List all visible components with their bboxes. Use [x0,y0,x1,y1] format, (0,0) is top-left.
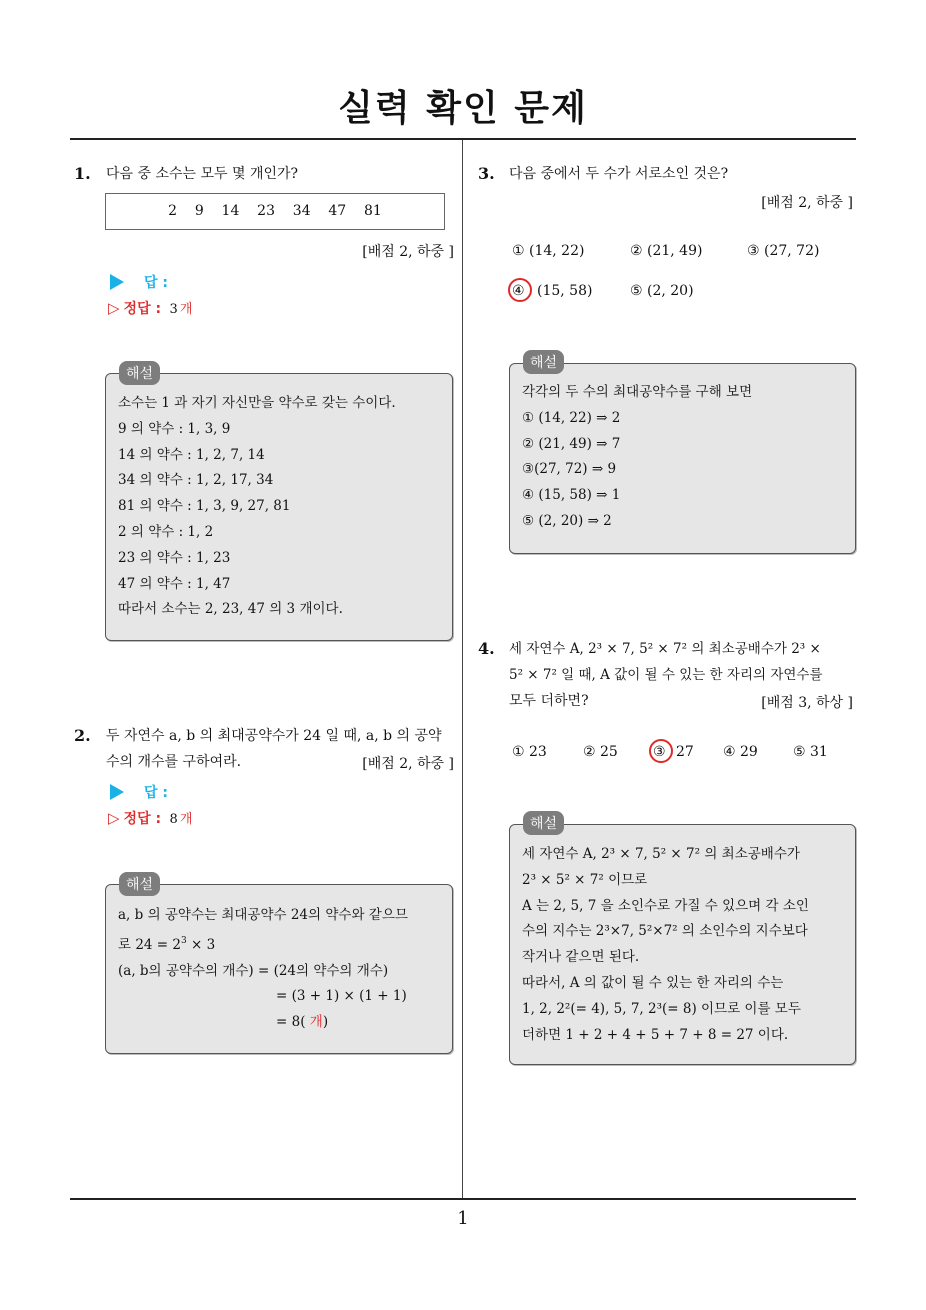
q2-line2: 수의 개수를 구하여라. [106,754,242,770]
q4-option-5[interactable]: ⑤ 31 [793,744,828,760]
q3-explanation-tag: 해설 [523,350,564,374]
q4-option-2[interactable]: ② 25 [583,744,618,760]
q2-correct-unit: 개 [179,812,193,827]
explanation-line: A 는 2, 5, 7 을 소인수로 가질 수 있으며 각 소인 [522,897,809,914]
explanation-line: 14 의 약수 : 1, 2, 7, 14 [118,446,265,463]
q4-score: [배점 3, 하상 ] [761,695,853,711]
q1-correct-value: 3 [169,302,178,317]
explanation-line: 81 의 약수 : 1, 3, 9, 27, 81 [118,498,291,515]
q4-number: 4. [478,639,495,658]
q4-option-4[interactable]: ④ 29 [723,744,758,760]
q2-score: [배점 2, 하중 ] [362,756,454,772]
q2-answer-label: 답 : [144,785,168,801]
q1-score: [배점 2, 하중 ] [362,244,454,260]
explanation-line: 더하면 1 + 2 + 4 + 5 + 7 + 8 = 27 이다. [522,1026,789,1043]
open-triangle-icon: ▷ [108,299,120,317]
eq-text: ) [322,1014,329,1031]
eq-unit-red: 개 [305,1014,323,1031]
q3-number: 3. [478,164,495,183]
q4-line2: 5² × 7² 일 때, A 값이 될 수 있는 한 자리의 자연수를 [509,667,823,683]
explanation-line: 세 자연수 A, 2³ × 7, 5² × 7² 의 최소공배수가 [522,846,800,862]
explanation-line: 따라서 소수는 2, 23, 47 의 3 개이다. [118,601,343,618]
q1-numbers: 2 9 14 23 34 47 81 [168,203,382,219]
q1-number: 1. [74,164,91,183]
q2-answer-row[interactable] [110,782,168,802]
explanation-line [118,929,408,959]
explanation-line: ⑤ (2, 20) ⇒ 2 [522,512,612,529]
explanation-line: 각각의 두 수의 최대공약수를 구해 보면 [522,384,753,400]
q2-line1: 두 자연수 a, b 의 최대공약수가 24 일 때, a, b 의 공약 [106,728,442,744]
q3-option-5[interactable]: ⑤ (2, 20) [630,283,694,299]
explanation-line: ④ (15, 58) ⇒ 1 [522,487,621,504]
q2-correct-label: 정답 : [123,811,162,827]
q1-text: 다음 중 소수는 모두 몇 개인가? [106,166,299,182]
q3-option-4-symbol[interactable]: ④ [512,283,525,299]
q3-option-3[interactable]: ③ (27, 72) [747,243,820,259]
page-number: 1 [457,1208,469,1229]
play-triangle-icon [110,274,124,290]
q3-option-4-value[interactable]: (15, 58) [537,283,593,299]
q3-score: [배점 2, 하중 ] [761,195,853,211]
explanation-line: ③(27, 72) ⇒ 9 [522,461,617,478]
q2-explanation-tag: 해설 [119,872,160,896]
q2-correct-value: 8 [169,812,178,827]
explanation-line: ② (21, 49) ⇒ 7 [522,435,621,452]
eq-text: × 3 [186,936,216,953]
q4-option-1[interactable]: ① 23 [512,744,547,760]
explanation-line: 소수는 1 과 자기 자신만을 약수로 갖는 수이다. [118,395,396,411]
q4-option-3-symbol[interactable]: ③ [653,744,666,760]
q2-number: 2. [74,726,91,745]
q3-option-2[interactable]: ② (21, 49) [630,243,703,259]
q1-correct-unit: 개 [179,302,193,317]
eq-text: 로 24 = 2 [118,936,181,953]
q4-explanation-lines [522,842,809,1048]
q4-line1: 세 자연수 A, 2³ × 7, 5² × 7² 의 최소공배수가 2³ × [509,641,821,657]
page-title: 실력 확인 문제 [338,88,588,129]
bottom-rule [70,1198,856,1200]
q3-explanation-lines [522,380,752,535]
q4-option-3-value[interactable]: 27 [676,744,694,760]
q1-answer-label: 답 : [144,275,168,291]
explanation-line: 2 의 약수 : 1, 2 [118,523,214,540]
q1-correct-row [108,298,192,318]
explanation-line: a, b 의 공약수는 최대공약수 24의 약수와 같으므 [118,907,408,923]
q3-option-1[interactable]: ① (14, 22) [512,243,585,259]
explanation-line: 1, 2, 2²(= 4), 5, 7, 2³(= 8) 이므로 이를 모두 [522,1000,801,1017]
explanation-line: 따라서, A 의 값이 될 수 있는 한 자리의 수는 [522,974,784,991]
q2-correct-row [108,808,192,828]
play-triangle-icon [110,784,124,800]
explanation-line: 수의 지수는 2³×7, 5²×7² 의 소인수의 지수보다 [522,923,808,940]
open-triangle-icon: ▷ [108,809,120,827]
explanation-line: = (3 + 1) × (1 + 1) [276,988,407,1005]
q1-explanation-lines [118,391,396,623]
explanation-line: 47 의 약수 : 1, 47 [118,575,231,592]
q1-explanation-tag: 해설 [119,361,160,385]
q4-line3: 모두 더하면? [509,693,589,709]
q1-correct-label: 정답 : [123,301,162,317]
explanation-line [118,1010,408,1036]
q1-number-frame [105,193,445,230]
explanation-line: 9 의 약수 : 1, 3, 9 [118,420,231,437]
q3-text: 다음 중에서 두 수가 서로소인 것은? [509,166,729,182]
explanation-line: 작거나 같으면 된다. [522,949,640,966]
eq-exponent: 3 [181,935,187,946]
explanation-line: 2³ × 5² × 7² 이므로 [522,871,648,888]
top-rule [70,138,856,140]
q4-explanation-tag: 해설 [523,811,564,835]
explanation-line: 34 의 약수 : 1, 2, 17, 34 [118,472,274,489]
explanation-line: 23 의 약수 : 1, 23 [118,549,231,566]
eq-text: = 8( [276,1014,306,1031]
q1-answer-row[interactable] [110,272,168,292]
explanation-line: ① (14, 22) ⇒ 2 [522,409,621,426]
explanation-line: (a, b의 공약수의 개수) = (24의 약수의 개수) [118,962,389,979]
q2-explanation-lines [118,903,408,1036]
column-divider [462,140,463,1200]
